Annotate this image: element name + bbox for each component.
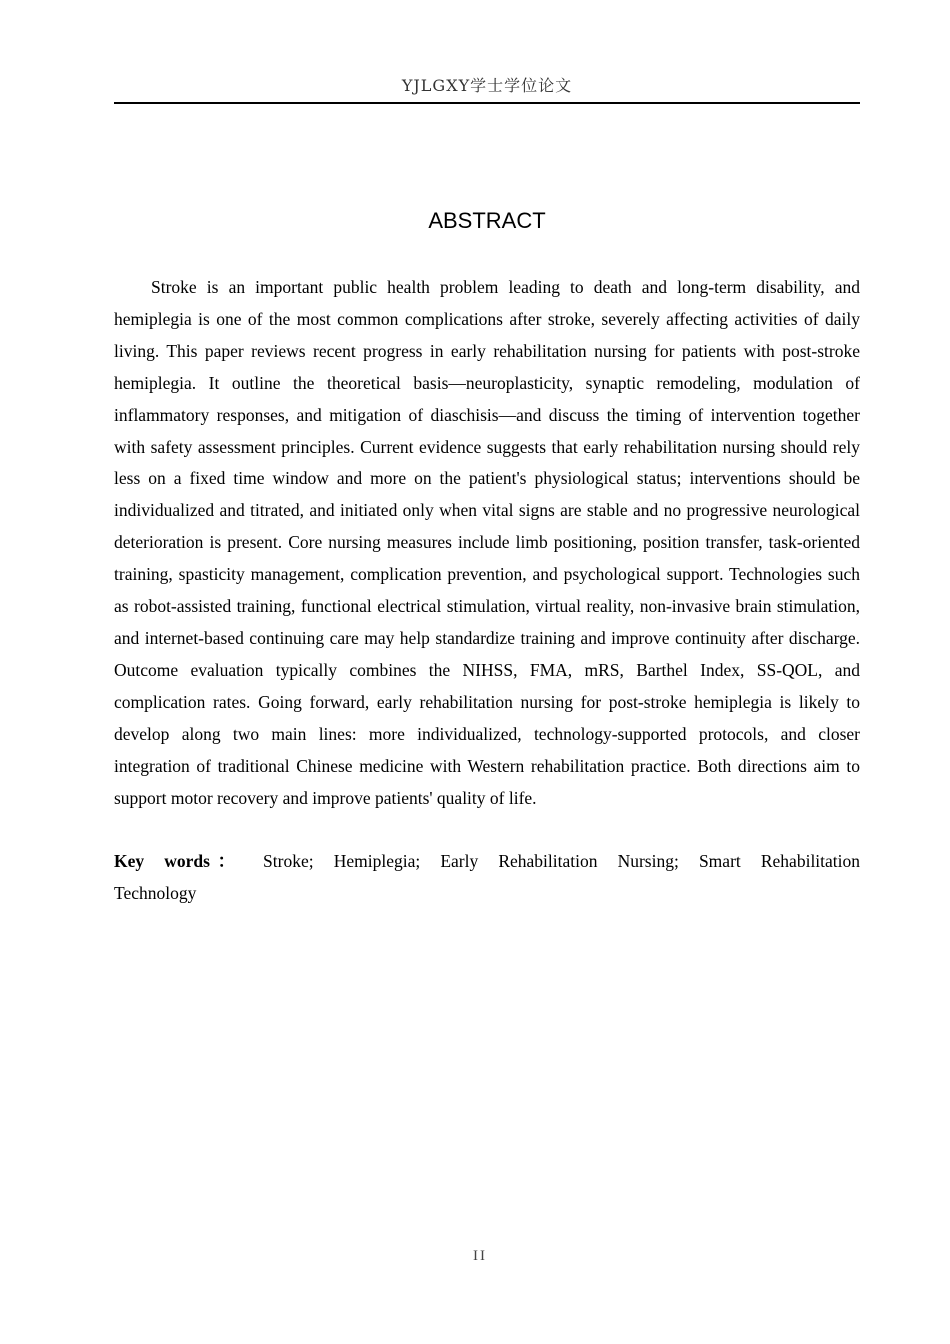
abstract-heading: ABSTRACT bbox=[428, 208, 546, 233]
header-title: YJLGXY学士学位论文 bbox=[401, 76, 573, 95]
abstract-body: Stroke is an important public health problem leading to death and long-term disability, and hemiplegia is one of the most common complications after stroke, severely affecting activities of daily living. This paper reviews recent progress in early rehabilitation nursing for patients with post-stroke hemiplegia. It outline the theoretical basis—neuroplasticity, synaptic remodeling, modulation of inflammatory responses, and mitigation of diaschisis—and discuss the timing of intervention together with safety assessment principles. Current evidence suggests that early rehabilitation nursing should rely less on a fixed time window and more on the patient's physiological status; interventions should be individualized and titrated, and initiated only when vital signs are stable and no progressive neurological deterioration is present. Core nursing measures include limb positioning, position transfer, task-oriented training, spasticity management, complication prevention, and psychological support. Technologies such as robot-assisted training, functional electrical stimulation, virtual reality, non-invasive brain stimulation, and internet-based continuing care may help standardize training and improve continuity after discharge. Outcome evaluation typically combines the NIHSS, FMA, mRS, Barthel Index, SS-QOL, and complication rates. Going forward, early rehabilitation nursing for post-stroke hemiplegia is likely to develop along two main lines: more individualized, technology-supported protocols, and closer integration of traditional Chinese medicine with Western rehabilitation practice. Both directions aim to support motor recovery and improve patients' quality of life. bbox=[114, 277, 860, 808]
page-number: II bbox=[473, 1248, 487, 1264]
keywords-value: Stroke; Hemiplegia; Early Rehabilitation Nursing; Smart Rehabilitation Technology bbox=[114, 851, 861, 903]
page-header bbox=[114, 74, 860, 104]
keywords-paragraph bbox=[114, 846, 860, 910]
keywords-label: Key words： bbox=[114, 851, 243, 871]
